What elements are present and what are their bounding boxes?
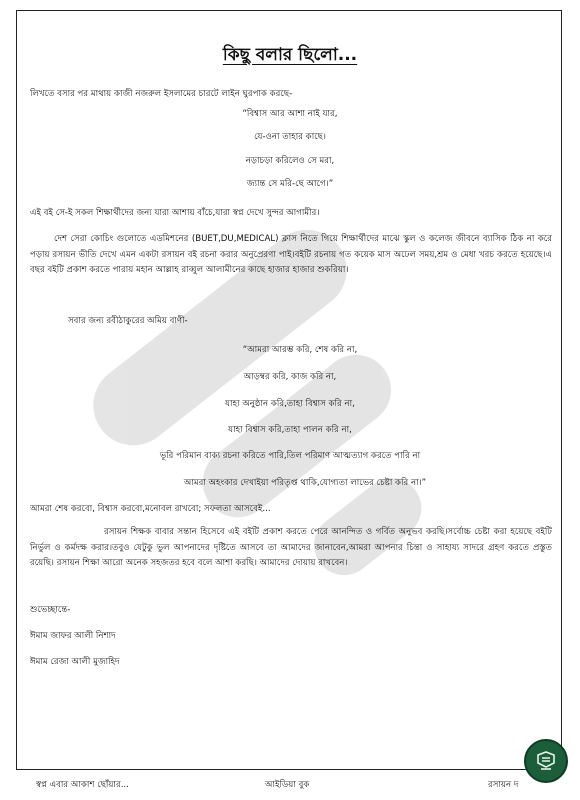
intro-line: লিখতে বসার পর মাথায় কাজী নজরুল ইসলামের চারটে লাইন ঘুরপাক করছে- bbox=[30, 89, 293, 99]
poem2-line: ভূরি পরিমান বাক্য রচনা করিতে পারি,তিল পরিমাণ আত্মত্যাগ করতে পারি না bbox=[159, 451, 421, 461]
tagore-intro: সবার জন্য রবীঠাকুরের অমিয় বাণী- bbox=[68, 316, 188, 326]
page-title: কিছু বলার ছিলো... bbox=[222, 45, 358, 65]
dedication-line: এই বই সে-ই সকল শিক্ষার্থীদের জন্য যারা আশায় বাঁচে,যারা স্বপ্ন দেখে সুন্দর আগামীর। bbox=[30, 208, 320, 218]
author-name: ঈমাম রেজা আলী মুজাহিদ bbox=[30, 657, 120, 667]
poem2-line: আড়ম্বর করি, কাজ করি না, bbox=[243, 372, 337, 382]
footer-tagline: স্বপ্ন এবার আকাশ ছোঁয়ার... bbox=[36, 780, 129, 790]
publisher-logo-icon bbox=[524, 739, 568, 783]
paragraph-inspiration-text: দেশ সেরা কোচিং গুলোতে এডমিশনের (BUET,DU,MEDICAL) ক্লাস নিতে গিয়ে শিক্ষার্থীদের মাঝে স্কুল ও কলেজ জীবনে ব্যাসিক ঠিক না করে পড়ায় রসায়ন ভীতি দেখে এমন একটা রসায়ন বই রচনা করার অনুপ্রেরণা পাই।বইটি রচনায় গত কয়েক মাস অঢেল সময়,শ্রম ও মেধা খরচ করতে হয়েছে।এ বছর বইটি প্রকাশ করতে পারায় মহান আল্লাহ রাব্বুল আলামীনের কাছে হাজার হাজার শুকরিয়া। bbox=[30, 234, 552, 275]
footer-book-name: আইডিয়া বুক bbox=[265, 780, 310, 790]
poem1-line: যে-ওনা তাহার কাছে। bbox=[254, 132, 326, 142]
poem2-line: যাহা বিশ্বাস করি,তাহা পালন করি না, bbox=[228, 425, 352, 435]
paragraph-gratitude bbox=[30, 525, 552, 572]
poem1-line: “বিশ্বাস আর আশা নাই যার, bbox=[242, 109, 338, 119]
poem2-line: যাহা অনুষ্ঠান করি,তাহা বিশ্বাস করি না, bbox=[225, 399, 355, 409]
poem1-line: জ্যান্ত সে মরি-ছে আগে।” bbox=[246, 179, 334, 189]
poem2-line: “আমরা আরম্ভ করি, শেষ করি না, bbox=[242, 345, 358, 355]
author-name: ঈমাম জাফর আলী নিশাদ bbox=[30, 631, 116, 641]
resolve-line: আমরা শেষ করবো, বিশ্বাস করবো,মনোবল রাখবো; সফলতা আসবেই... bbox=[30, 504, 271, 514]
closing-line: শুভেচ্ছান্তে- bbox=[30, 605, 71, 615]
paragraph-inspiration bbox=[30, 232, 552, 279]
poem2-line: আমরা অহংকার দেখাইয়া পরিতৃপ্ত থাকি,যোগ্যতা লাভের চেষ্টা করি না।” bbox=[183, 478, 427, 488]
poem1-line: নড়াচড়া করিলেও সে মরা, bbox=[245, 156, 335, 166]
footer-subject: রসায়ন দ bbox=[488, 780, 519, 790]
paragraph-gratitude-text: রসায়ন শিক্ষক বাবার সন্তান হিসেবে এই বইটি প্রকাশ করতে পেরে আনন্দিত ও গর্বিত অনুভব করছি।সর্বোচ্চ চেষ্টা করা হয়েছে বইটি নির্ভুল ও কর্মদক্ষ করার।তবুও যেটুকু ভুল আপনাদের দৃষ্টিতে আসবে তা আমাদের জানাবেন,আমরা আপনার চিন্তা ও সাহায্য সাদরে গ্রহণ করতে প্রস্তুত রয়েছি। রসায়ন শিক্ষা আরো অনেক সহজতর হবে বলে আশা করছি। আমাদের দোয়ায় রাখবেন। bbox=[30, 527, 552, 568]
